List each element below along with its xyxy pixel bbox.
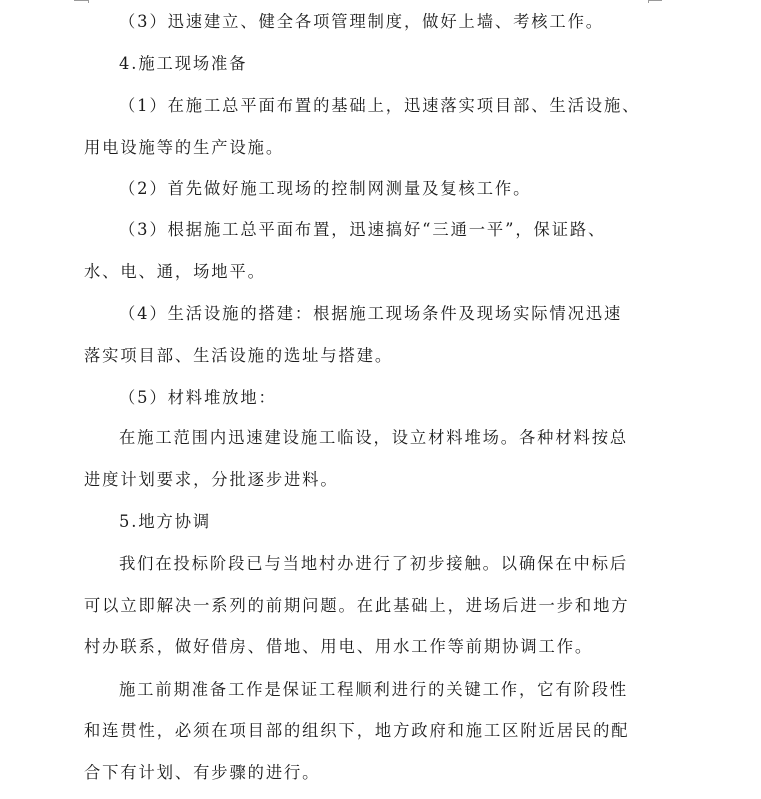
paragraph-line: （4）生活设施的搭建：根据施工现场条件及现场实际情况迅速 [119, 304, 623, 323]
page-corner-mark-right-vertical [648, 0, 649, 3]
paragraph-line: 村办联系，做好借房、借地、用电、用水工作等前期协调工作。 [84, 637, 594, 656]
paragraph-line: （2）首先做好施工现场的控制网测量及复核工作。 [119, 179, 532, 198]
paragraph-line: 和连贯性，必须在项目部的组织下，地方政府和施工区附近居民的配 [84, 721, 630, 740]
paragraph-line: （3）根据施工总平面布置，迅速搞好“三通一平”，保证路、 [119, 220, 607, 239]
section-heading: 5.地方协调 [119, 512, 212, 531]
paragraph-line: 落实项目部、生活设施的选址与搭建。 [84, 346, 394, 365]
page-corner-mark-right [648, 0, 662, 1]
paragraph-line: 进度计划要求，分批逐步进料。 [84, 470, 339, 489]
page-corner-mark-left [74, 0, 88, 1]
paragraph-line: 可以立即解决一系列的前期问题。在此基础上，进场后进一步和地方 [84, 596, 630, 615]
paragraph-line: 我们在投标阶段已与当地村办进行了初步接触。以确保在中标后 [119, 554, 629, 573]
paragraph-line: 合下有计划、有步骤的进行。 [84, 763, 321, 782]
paragraph-line: 用电设施等的生产设施。 [84, 138, 284, 157]
paragraph-line: 水、电、通，场地平。 [84, 262, 266, 281]
paragraph-line: 施工前期准备工作是保证工程顺利进行的关键工作，它有阶段性 [119, 680, 629, 699]
paragraph-line: （1）在施工总平面布置的基础上，迅速落实项目部、生活设施、 [119, 96, 641, 115]
paragraph-line: （3）迅速建立、健全各项管理制度，做好上墙、考核工作。 [119, 12, 604, 31]
page-corner-mark-left-vertical [88, 0, 89, 3]
paragraph-line: 在施工范围内迅速建设施工临设，设立材料堆场。各种材料按总 [119, 428, 629, 447]
section-heading: 4.施工现场准备 [119, 54, 248, 73]
paragraph-line: （5）材料堆放地： [119, 388, 277, 407]
